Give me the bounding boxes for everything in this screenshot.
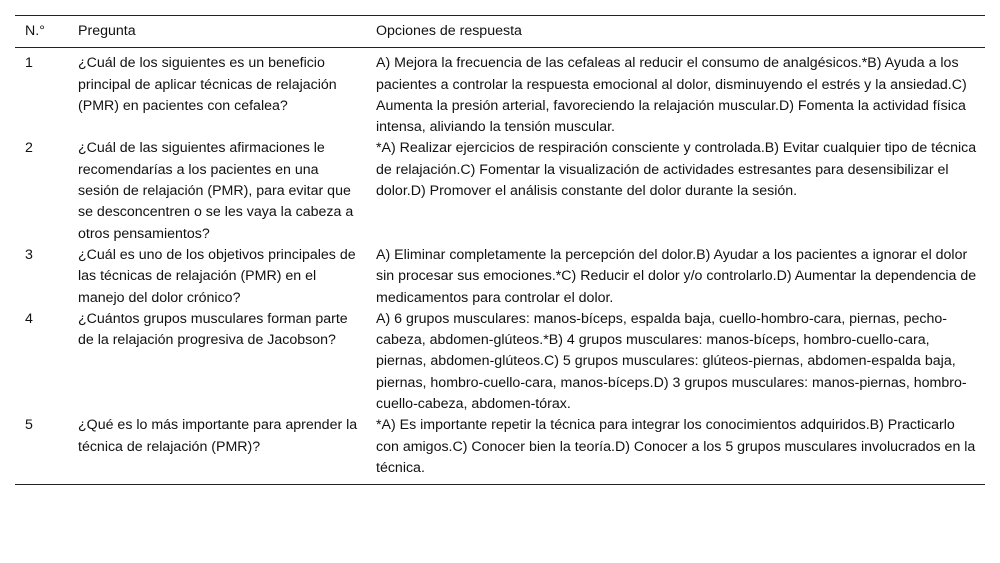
row-options: A) Eliminar completamente la percepción del dolor.B) Ayudar a los pacientes a ignorar el dolor sin procesar sus emociones.*C) Reducir el dolor y/o controlarlo.D) Aumentar la dependencia de medicamentos para controlar el dolor. [376,246,977,306]
row-question: ¿Cuál de las siguientes afirmaciones le recomendarías a los pacientes en una sesión de relajación (PMR), para evitar que se desconcentren o se les vaya la cabeza a otros pensamientos? [78,140,354,242]
row-options: A) Mejora la frecuencia de las cefaleas al reducir el consumo de analgésicos.*B) Ayuda a los pacientes a controlar la respuesta emocional al dolor, disminuyendo el estrés y la ansiedad.C) Aumenta la presión arterial, favoreciendo la relajación muscular.D) Fomenta la actividad física intensa, aliviando la tensión muscular. [376,55,967,136]
row-number: 5 [25,417,33,434]
table-row [15,415,985,484]
row-number: 4 [25,310,33,327]
table-row [15,48,985,139]
header-row [15,16,985,48]
row-options: *A) Es importante repetir la técnica para integrar los conocimientos adquiridos.B) Practicarlo con amigos.C) Conocer bien la teoría.D) Conocer a los 5 grupos musculares involucrados en la técnica. [376,417,976,476]
header-options: Opciones de respuesta [376,23,522,39]
row-question: ¿Cuántos grupos musculares forman parte de la relajación progresiva de Jacobson? [78,310,348,349]
table-row [15,138,985,244]
header-number: N.° [25,23,45,39]
table-header [15,16,985,48]
questions-table [15,15,985,485]
table-row [15,309,985,415]
row-number: 2 [25,140,33,157]
row-question: ¿Cuál de los siguientes es un beneficio principal de aplicar técnicas de relajación (PMR) en pacientes con cefalea? [78,55,337,114]
row-question: ¿Cuál es uno de los objetivos principales de las técnicas de relajación (PMR) en el manejo del dolor crónico? [78,246,356,306]
row-number: 3 [25,246,33,263]
row-options: *A) Realizar ejercicios de respiración consciente y controlada.B) Evitar cualquier tipo de técnica de relajación.C) Fomentar la visualización de actividades estresantes para desensibilizar el dolor.D) Promover el análisis constante del dolor durante la sesión. [376,140,977,200]
table-row [15,245,985,309]
row-question: ¿Qué es lo más importante para aprender la técnica de relajación (PMR)? [78,417,358,455]
row-options: A) 6 grupos musculares: manos-bíceps, espalda baja, cuello-hombro-cara, piernas, pecho-cabeza, abdomen-glúteos.*B) 4 grupos musculares: manos-bíceps, hombro-cuello-cara, piernas, abdomen-glúteos.C) 5 grupos musculares: glúteos-piernas, abdomen-espalda baja, piernas, hombro-cuello-cara, manos-bíceps.D) 3 grupos musculares: manos-piernas, hombro-cuello-cabeza, abdomen-tórax. [376,310,967,413]
row-number: 1 [25,55,33,72]
header-question: Pregunta [78,23,136,39]
table-body [15,48,985,485]
